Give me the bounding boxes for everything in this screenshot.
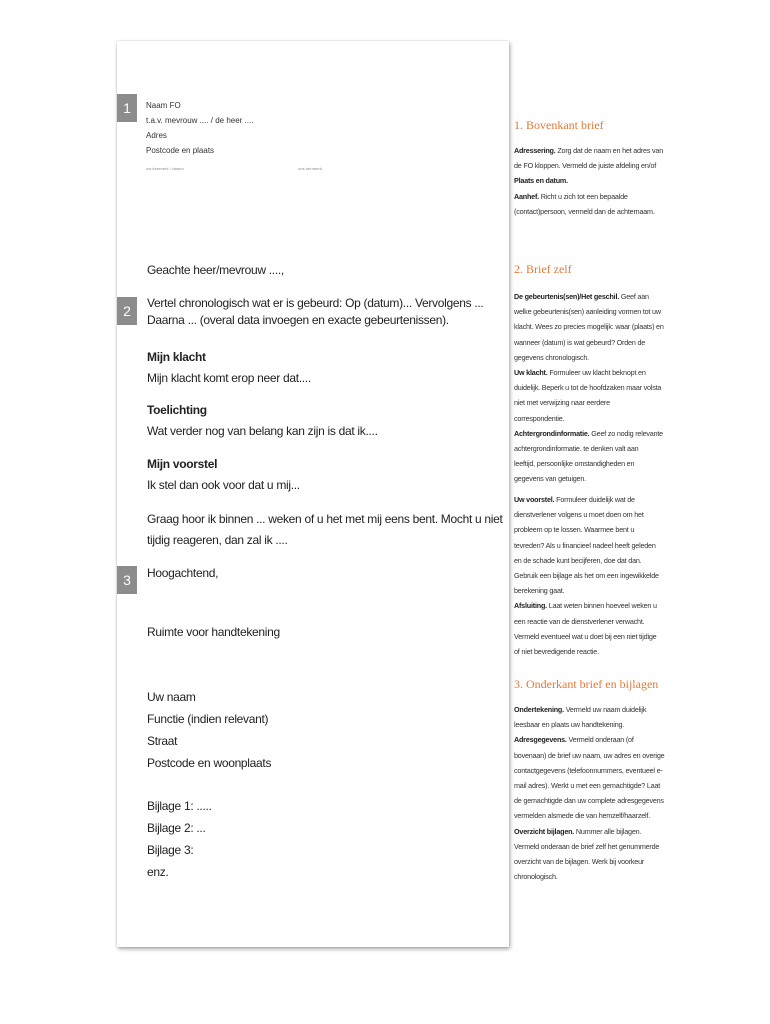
sidebar-note-term: Uw klacht. — [514, 368, 548, 378]
sidebar-note-line — [514, 702, 666, 717]
sidebar-notes-2b — [514, 492, 666, 659]
sidebar-note-text: Vermeld onderaan (of — [566, 735, 634, 745]
sidebar-note-text: leeftijd, persoonlijke omstandigheden en — [514, 459, 635, 469]
sidebar-note-line — [514, 778, 666, 793]
sidebar-note-text: gegevens van getuigen. — [514, 474, 586, 484]
closing-line: tijdig reageren, dan zal ik .... — [147, 533, 288, 547]
sidebar-note-text: Richt u zich tot een bepaalde — [538, 191, 628, 201]
sidebar-note-text: achtergrondinformatie. te denken valt aan — [514, 444, 639, 454]
reference-left: uw kenmerk / datum — [146, 166, 184, 171]
sidebar-note-text: Zorg dat de naam en het adres van — [555, 146, 664, 155]
sidebar-heading-2: 2. Brief zelf — [514, 262, 572, 276]
complaint-heading: Mijn klacht — [147, 350, 206, 364]
sidebar-note-line — [514, 507, 666, 522]
sidebar-note-text: Geef zo nodig relevante — [589, 428, 663, 438]
sidebar-note-text: duidelijk. Beperk u tot de hoofdzaken maar volsta — [514, 383, 662, 393]
sidebar-note-text: niet met verwijzing naar eerdere — [514, 398, 610, 408]
sidebar-note-term: Adresgegevens. — [514, 735, 567, 745]
sidebar-note-line — [514, 158, 666, 173]
section-marker-3: 3 — [117, 566, 137, 594]
sidebar-note-line — [514, 143, 666, 158]
sidebar-note-text: de gemachtigde dan uw complete adresgegevens — [514, 796, 664, 806]
sidebar-note-line — [514, 839, 666, 854]
sidebar-note-line — [514, 644, 666, 659]
address-line: Naam FO — [146, 101, 181, 110]
sidebar-note-line — [514, 553, 666, 568]
sidebar-note-line — [514, 304, 666, 319]
sender-line: Functie (indien relevant) — [147, 712, 269, 726]
sidebar-note-line — [514, 717, 666, 732]
sidebar-note-term: Overzicht bijlagen. — [514, 826, 575, 836]
sidebar-note-text: chronologisch. — [514, 872, 558, 882]
proposal-text: Ik stel dan ook voor dat u mij... — [147, 478, 300, 492]
sidebar-note-line — [514, 204, 666, 219]
sidebar-note-term: De gebeurtenis(sen)/Het geschil. — [514, 292, 620, 301]
sidebar-note-line — [514, 748, 666, 763]
sidebar-note-text: mail adres). Werkt u met een gemachtigde? Laat — [514, 781, 661, 791]
sidebar-note-line — [514, 583, 666, 598]
sidebar-note-text: probleem op te lossen. Waarmee bent u — [514, 525, 635, 535]
sidebar-note-line — [514, 319, 666, 334]
sidebar-note-text: wanneer (datum) is wat gebeurd? Orden de — [514, 337, 646, 347]
sidebar-note-line — [514, 598, 666, 613]
complaint-text: Mijn klacht komt erop neer dat.... — [147, 371, 311, 385]
closing-line: Graag hoor ik binnen ... weken of u het met mij eens bent. Mocht u niet — [147, 512, 503, 526]
intro-line: Daarna ... (overal data invoegen en exacte gebeurtenissen). — [147, 313, 449, 327]
sidebar-notes-1 — [514, 143, 666, 219]
sidebar-note-text: Gebruik een bijlage als het om een ingewikkelde — [514, 571, 659, 581]
sidebar-note-line — [514, 793, 666, 808]
sidebar-note-text: leesbaar en plaats uw handtekening. — [514, 720, 625, 730]
sidebar-note-line — [514, 538, 666, 553]
sidebar-note-text: Geef aan — [619, 292, 649, 301]
attachment-line: Bijlage 3: — [147, 843, 194, 857]
sidebar-note-line — [514, 614, 666, 629]
attachment-line: Bijlage 2: ... — [147, 821, 206, 835]
sidebar-note-text: klacht. Wees zo precies mogelijk: waar (plaats) en — [514, 322, 664, 332]
sender-line: Postcode en woonplaats — [147, 756, 272, 770]
sidebar-note-line — [514, 456, 666, 471]
sidebar-note-line — [514, 411, 666, 426]
sidebar-note-text: bovenaan) de brief uw naam, uw adres en overige — [514, 750, 665, 760]
sidebar-note-text: Nummer alle bijlagen. — [574, 826, 642, 836]
section-marker-1: 1 — [117, 94, 137, 122]
sidebar-note-line — [514, 522, 666, 537]
sidebar-note-text: tevreden? Als u financieel nadeel heeft geleden — [514, 540, 656, 550]
intro-paragraph — [147, 293, 483, 331]
sidebar-note-line — [514, 380, 666, 395]
sidebar-heading-1: 1. Bovenkant brief — [514, 118, 604, 132]
closing-paragraph — [147, 509, 503, 551]
sidebar-note-text: (contact)persoon, vermeld dan de achternaam. — [514, 206, 655, 216]
address-line: Postcode en plaats — [146, 146, 215, 155]
explanation-heading: Toelichting — [147, 403, 207, 417]
sidebar-note-line — [514, 441, 666, 456]
sidebar-note-term: Plaats en datum. — [514, 176, 568, 186]
sidebar-notes-2 — [514, 289, 666, 487]
sidebar-note-line — [514, 763, 666, 778]
sidebar-note-term: Aanhef. — [514, 191, 539, 201]
sidebar-note-text: contactgegevens (telefoonnummers, eventueel e- — [514, 765, 663, 775]
sender-line: Uw naam — [147, 690, 196, 704]
sidebar-note-line — [514, 824, 666, 839]
sidebar-note-line — [514, 365, 666, 380]
intro-line: Vertel chronologisch wat er is gebeurd: Op (datum)... Vervolgens ... — [147, 296, 484, 310]
sidebar-note-line — [514, 869, 666, 884]
sidebar-note-line — [514, 568, 666, 583]
sidebar-note-text: gegevens chronologisch. — [514, 352, 589, 362]
attachments-list — [147, 795, 212, 883]
sidebar-note-text: of niet bevredigende reactie. — [514, 647, 599, 657]
sidebar-note-text: welke gebeurtenis(sen) aanleiding vormen tot uw — [514, 307, 661, 317]
sidebar-note-text: en de schade kunt becijferen, doe dat dan. — [514, 555, 642, 565]
address-line: Adres — [146, 131, 167, 140]
sidebar-note-text: overzicht van de bijlagen. Werk bij voorkeur — [514, 857, 645, 867]
sidebar-note-line — [514, 350, 666, 365]
complaint-section — [147, 347, 311, 389]
reference-right: ons kenmerk — [298, 166, 322, 171]
sidebar-note-text: Formuleer duidelijk wat de — [554, 495, 635, 504]
sidebar-note-line — [514, 189, 666, 204]
sidebar-note-line — [514, 173, 666, 188]
salutation: Geachte heer/mevrouw ...., — [147, 263, 284, 277]
sidebar-notes-3 — [514, 702, 666, 884]
sidebar-note-line — [514, 426, 666, 441]
sidebar-heading-3: 3. Onderkant brief en bijlagen — [514, 677, 659, 691]
sidebar-note-text: Laat weten binnen hoeveel weken u — [546, 601, 657, 611]
sidebar-note-line — [514, 808, 666, 823]
sidebar-note-text: Vermeld uw naam duidelijk — [563, 705, 647, 714]
sidebar-note-text: Vermeld eventueel wat u doet bij een niet tijdige — [514, 631, 657, 641]
sidebar-note-term: Ondertekening. — [514, 705, 564, 714]
sidebar-note-line — [514, 732, 666, 747]
sidebar-note-text: vermelden alsmede die van hemzelf/haarzelf. — [514, 811, 651, 821]
address-line: t.a.v. mevrouw .... / de heer .... — [146, 116, 254, 125]
sidebar-note-term: Achtergrondinformatie. — [514, 428, 590, 438]
sidebar-note-line — [514, 335, 666, 350]
attachment-line: enz. — [147, 865, 169, 879]
section-marker-2: 2 — [117, 297, 137, 325]
sidebar-note-text: dienstverlener volgens u moet doen om het — [514, 510, 644, 520]
sidebar-note-text: Formuleer uw klacht beknopt en — [547, 368, 646, 378]
sidebar-note-text: berekening gaat. — [514, 586, 565, 596]
sidebar-note-text: Vermeld onderaan de brief zelf het genummerde — [514, 841, 660, 851]
sidebar-note-line — [514, 471, 666, 486]
sidebar-note-term: Afsluiting. — [514, 601, 547, 611]
sidebar-note-line — [514, 395, 666, 410]
proposal-heading: Mijn voorstel — [147, 457, 218, 471]
sender-block — [147, 686, 271, 774]
sidebar-note-line — [514, 492, 666, 507]
sender-line: Straat — [147, 734, 178, 748]
recipient-address — [146, 98, 253, 158]
sidebar-note-term: Adressering. — [514, 146, 556, 155]
regards: Hoogachtend, — [147, 566, 219, 580]
proposal-section — [147, 454, 300, 496]
sidebar-note-line — [514, 289, 666, 304]
attachment-line: Bijlage 1: ..... — [147, 799, 212, 813]
sidebar-note-text: correspondentie. — [514, 413, 565, 423]
explanation-section — [147, 400, 378, 442]
signature-space: Ruimte voor handtekening — [147, 625, 280, 639]
sidebar-note-term: Uw voorstel. — [514, 495, 555, 504]
sidebar-note-text: de FO kloppen. Vermeld de juiste afdeling en/of — [514, 161, 657, 171]
sidebar-note-line — [514, 854, 666, 869]
explanation-text: Wat verder nog van belang kan zijn is dat ik.... — [147, 424, 378, 438]
sidebar-note-text: een reactie van de dienstverlener verwacht. — [514, 616, 645, 626]
sidebar-note-line — [514, 629, 666, 644]
